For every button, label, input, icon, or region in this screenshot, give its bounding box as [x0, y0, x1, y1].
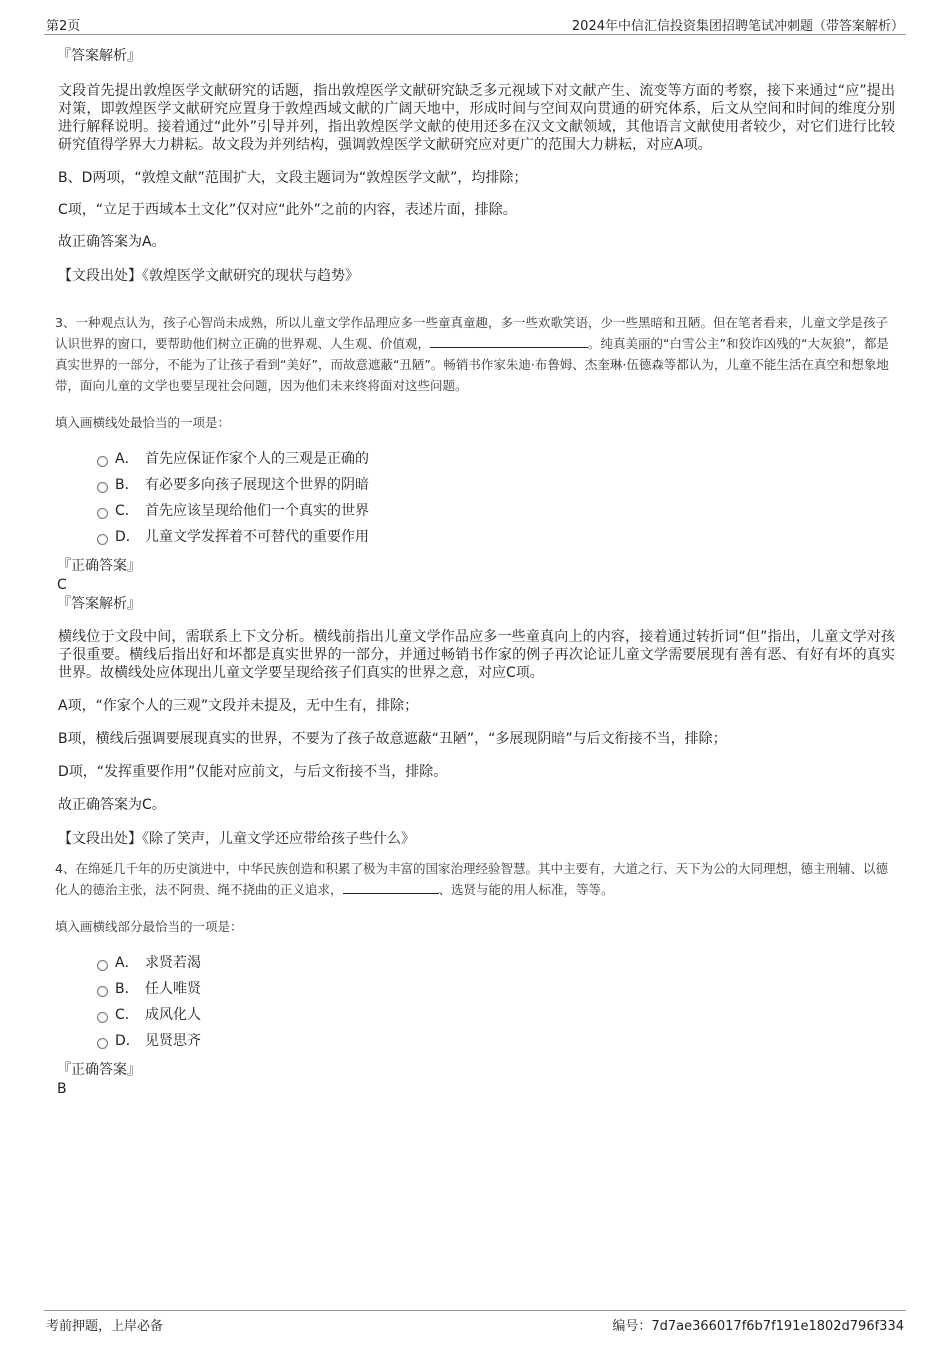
document-title: 2024年中信汇信投资集团招聘笔试冲刺题（带答案解析）	[571, 19, 904, 34]
analysis-paragraph: A项，“作家个人的三观”文段并未提及，无中生有，排除；	[58, 698, 419, 714]
question-stem: 3、一种观点认为，孩子心智尚未成熟，所以儿童文学作品理应多一些童真童趣，多一些欢歌笑语，少一些黑暗和丑陋。但在笔者看来，儿童文学是孩子认识世界的窗口，要帮助他们树立正确的世界观、人生观、价值观， 。纯真美丽的“白雪公主”和狡诈凶残的“大灰狼”，都是真实世界的一部分，不能为了让孩子看到“美好”，而故意遮蔽“丑陋”。畅销书作家朱迪·布鲁姆、杰奎琳·伍德森等都认为，儿童不能生活在真空和想象地带，面向儿童的文学也要呈现社会问题，因为他们未来终将面对这些问题。	[55, 315, 889, 393]
fill-blank	[430, 333, 588, 348]
option-d[interactable]: D． 儿童文学发挥着不可替代的重要作用	[55, 524, 895, 550]
analysis-paragraph: 横线位于文段中间，需联系上下文分析。横线前指出儿童文学作品应多一些童真向上的内容，接着通过转折词“但”指出，儿童文学对孩子很重要。横线后指出好和坏都是真实世界的一部分，并通过畅销书作家的例子再次论证儿童文学需要展现有善有恶、有好有坏的真实世界。故横线处应体现出儿童文学要呈现给孩子们真实的世界之意，对应C项。	[58, 629, 895, 681]
question-prompt: 填入画横线部分最恰当的一项是：	[55, 919, 243, 934]
option-list	[55, 446, 895, 550]
analysis-paragraph: B、D两项，“敦煌文献”范围扩大，文段主题词为“敦煌医学文献”，均排除；	[58, 170, 528, 186]
answer-conclusion: 故正确答案为A。	[58, 234, 166, 250]
radio-icon[interactable]	[97, 482, 108, 493]
option-b[interactable]: B． 有必要多向孩子展现这个世界的阴暗	[55, 472, 895, 498]
option-a[interactable]: A． 求贤若渴	[55, 950, 895, 976]
option-c[interactable]: C． 首先应该呈现给他们一个真实的世界	[55, 498, 895, 524]
footer-slogan: 考前押题，上岸必备	[46, 1319, 164, 1334]
correct-answer: C	[57, 577, 67, 593]
option-b[interactable]: B． 任人唯贤	[55, 976, 895, 1002]
correct-answer-heading: 『正确答案』	[57, 1062, 141, 1078]
question-stem: 4、在绵延几千年的历史演进中，中华民族创造和积累了极为丰富的国家治理经验智慧。其中主要有，大道之行、天下为公的大同理想，德主刑辅、以德化人的德治主张，法不阿贵、绳不挠曲的正义追求， 、选贤与能的用人标准，等等。	[55, 861, 888, 897]
fill-blank	[343, 879, 439, 894]
analysis-paragraph: B项，横线后强调要展现真实的世界，不要为了孩子故意遮蔽“丑陋”，“多展现阴暗”与后文衔接不当，排除；	[58, 731, 727, 747]
source-citation: 【文段出处】《敦煌医学文献研究的现状与趋势》	[58, 268, 359, 284]
option-c[interactable]: C． 成风化人	[55, 1002, 895, 1028]
analysis-heading: 『答案解析』	[57, 596, 141, 612]
radio-icon[interactable]	[97, 1012, 108, 1023]
answer-conclusion: 故正确答案为C。	[58, 797, 166, 813]
page-footer	[44, 1310, 906, 1335]
radio-icon[interactable]	[97, 960, 108, 971]
radio-icon[interactable]	[97, 1038, 108, 1049]
analysis-paragraph: D项，“发挥重要作用”仅能对应前文，与后文衔接不当，排除。	[58, 764, 448, 780]
radio-icon[interactable]	[97, 986, 108, 997]
analysis-heading: 『答案解析』	[57, 48, 141, 64]
source-citation: 【文段出处】《除了笑声，儿童文学还应带给孩子些什么》	[58, 831, 415, 847]
option-list	[55, 950, 895, 1054]
question-prompt: 填入画横线处最恰当的一项是：	[55, 415, 231, 430]
radio-icon[interactable]	[97, 534, 108, 545]
document-body	[55, 44, 895, 1098]
analysis-paragraph: C项，“立足于西域本土文化”仅对应“此外”之前的内容，表述片面，排除。	[58, 202, 517, 218]
page-number: 第2页	[46, 19, 81, 34]
option-d[interactable]: D． 见贤思齐	[55, 1028, 895, 1054]
page-header	[44, 12, 906, 35]
radio-icon[interactable]	[97, 508, 108, 519]
analysis-paragraph: 文段首先提出敦煌医学文献研究的话题，指出敦煌医学文献研究缺乏多元视域下对文献产生、流变等方面的考察，接下来通过“应”提出对策，即敦煌医学文献研究应置身于敦煌西域文献的广阔天地中，形成时间与空间双向贯通的研究体系，后文从空间和时间的维度分别进行解释说明。接着通过“此外”引导并列，指出敦煌医学文献的使用还多在汉文文献领域，其他语言文献使用者较少，对它们进行比较研究值得学界大力耕耘。故文段为并列结构，强调敦煌医学文献研究应对更广的范围大力耕耘，对应A项。	[58, 83, 895, 153]
correct-answer-heading: 『正确答案』	[57, 558, 141, 574]
radio-icon[interactable]	[97, 456, 108, 467]
option-a[interactable]: A． 首先应保证作家个人的三观是正确的	[55, 446, 895, 472]
correct-answer: B	[57, 1081, 67, 1097]
document-code: 编号：7d7ae366017f6b7f191e1802d796f334	[612, 1319, 904, 1334]
